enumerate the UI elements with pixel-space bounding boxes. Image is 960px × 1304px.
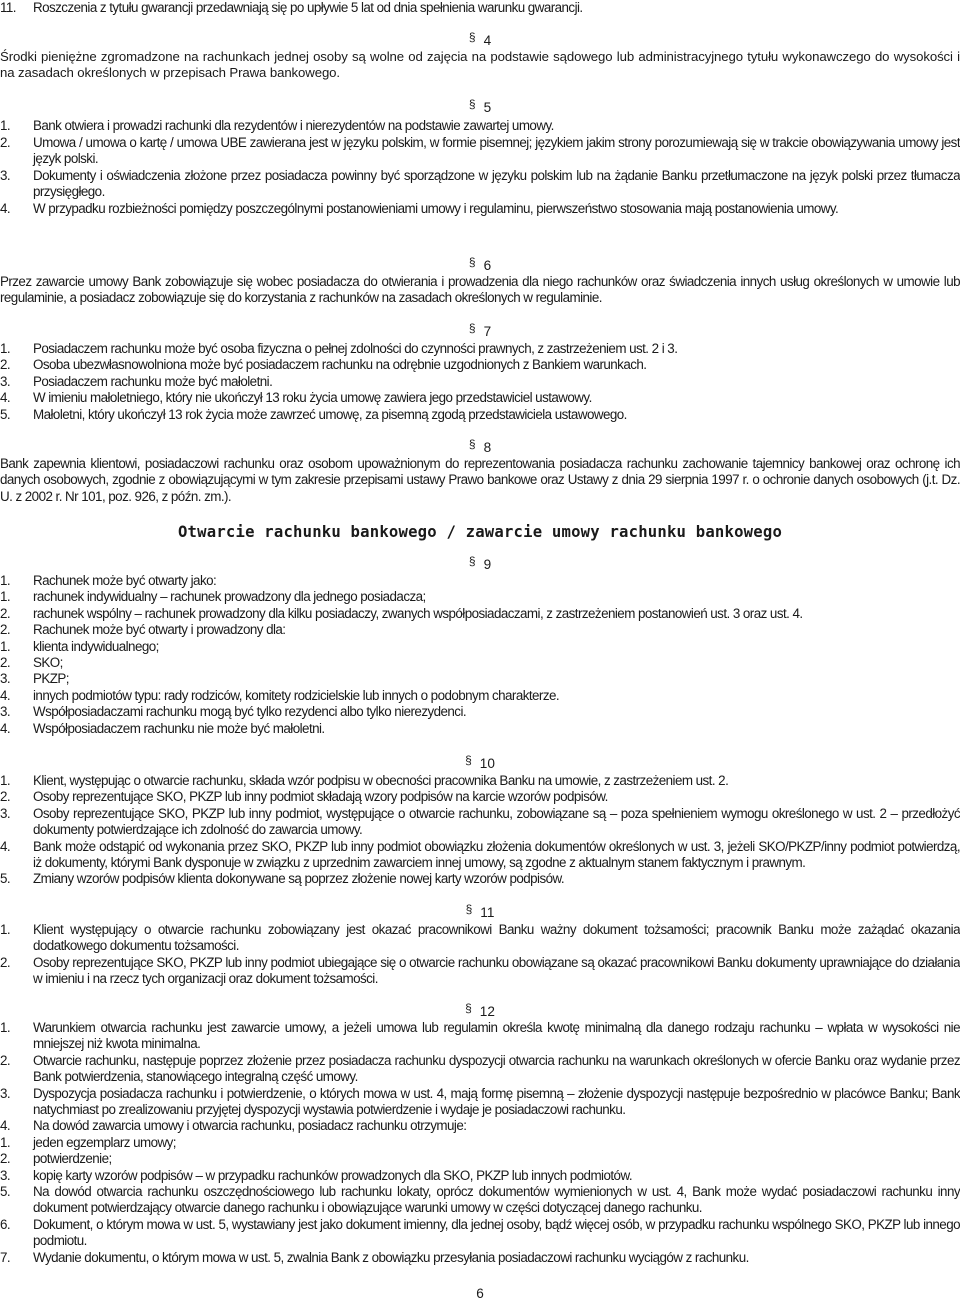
section-heading-10 (0, 753, 960, 772)
section-9-list (0, 573, 960, 737)
page-number: 6 (476, 1286, 484, 1301)
list-item (0, 1135, 960, 1151)
list-item (0, 573, 960, 589)
section-number: 12 (479, 1004, 495, 1019)
list-item (0, 589, 960, 605)
item-text: Otwarcie rachunku, następuje poprzez złożenie przez posiadacza rachunku dyspozycji otwarcia rachunku na warunkach określonych w ofercie Banku oraz wydanie przez Bank potwierdzenia, stanowiącego integralną część umowy. (33, 1052, 960, 1085)
item-text: Warunkiem otwarcia rachunku jest zawarcie umowy, a jeżeli umowa lub regulamin określa kwotę minimalną dla danego rodzaju rachunku – wpłata w wysokości nie mniejszej niż kwota minimalna. (33, 1020, 960, 1052)
item-text: Dokumenty i oświadczenia złożone przez posiadacza powinny być sporządzone w języku polskim lub na żądanie Banku przetłumaczone na język polski przez tłumacza przysięgłego. (33, 167, 960, 200)
list-item (0, 688, 960, 704)
list-item (0, 1086, 960, 1119)
item-number: 2. (0, 954, 11, 970)
item-number: 2. (0, 622, 11, 638)
list-item (0, 1118, 960, 1134)
item-number: 1. (0, 638, 11, 654)
item-text: Osoby reprezentujące SKO, PKZP lub inny podmiot, występujące o otwarcie rachunku, zobowiązane są – poza spełnieniem wymogu określonego w ust. 2 – przedłożyć dokumenty potwierdzające ich zdolność do zawarcia umowy. (33, 805, 960, 838)
item-number: 1. (0, 589, 11, 605)
item-number: 1. (0, 573, 11, 588)
item-number: 1. (0, 773, 11, 788)
item-text: Współposiadaczem rachunku nie może być małoletni. (33, 720, 325, 736)
item-text: Na dowód otwarcia rachunku oszczędnościowego lub rachunku lokaty, oprócz dokumentów wymienionych w ust. 4, Bank może wydać posiadaczowi rachunku inny dokument potwierdzający otwarcie danego rachunku i obowiązujące warunki umowy w części dotyczącej danego rachunku. (33, 1184, 960, 1216)
item-number: 4. (0, 838, 11, 854)
list-item (0, 1250, 960, 1266)
item-11 (0, 0, 960, 16)
item-number: 1. (0, 1134, 11, 1150)
item-number: 1. (0, 118, 11, 133)
item-number: 3. (0, 1167, 11, 1183)
item-text: Bank może odstąpić od wykonania przez SKO, PKZP lub inny podmiot obowiązku złożenia dokumentów określonych w ust. 3, jeżeli SKO/PKZP/inny podmiot potwierdzą, iż dokumenty, którymi Bank dysponuje w związku z uprzednim zawarciem innej umowy, są zgodne z aktualnym stanem faktycznym i prawnym. (33, 838, 960, 871)
section-number: 11 (480, 905, 495, 920)
item-text: klienta indywidualnego; (33, 638, 159, 654)
item-text: Roszczenia z tytułu gwarancji przedawniają się po upływie 5 lat od dnia spełnienia warunku gwarancji. (33, 0, 583, 15)
list-item (0, 704, 960, 720)
list-item (0, 201, 960, 218)
item-text: Zmiany wzorów podpisów klienta dokonywane są poprzez złożenie nowej karty wzorów podpisów. (33, 871, 565, 887)
section-6-paragraph (0, 274, 960, 307)
item-text: Rachunek może być otwarty jako: (33, 573, 217, 588)
item-number: 5. (0, 1184, 11, 1200)
list-item (0, 871, 960, 887)
item-text: Osoby reprezentujące SKO, PKZP lub inny podmiot składają wzory podpisów na karcie wzorów podpisów. (33, 789, 608, 805)
section-symbol: § (468, 30, 476, 44)
item-text: rachunek wspólny – rachunek prowadzony dla kilku posiadaczy, zwanych współposiadaczami, z zastrzeżeniem postanowień ust. 3 oraz ust. 4. (33, 605, 803, 621)
list-item (0, 671, 960, 687)
item-text: Współposiadaczami rachunku mogą być tylko rezydenci albo tylko nierezydenci. (33, 704, 467, 720)
section-number: 7 (483, 324, 492, 339)
item-text: rachunek indywidualny – rachunek prowadzony dla jednego posiadacza; (33, 589, 426, 605)
list-item (0, 955, 960, 988)
section-number: 4 (483, 33, 492, 48)
list-item (0, 135, 960, 168)
section-heading-12 (0, 1001, 960, 1020)
section-symbol: § (468, 321, 476, 335)
item-number: 4. (0, 390, 11, 406)
item-text: potwierdzenie; (33, 1151, 112, 1167)
item-number: 4. (0, 720, 11, 736)
section-7-list (0, 341, 960, 423)
item-number: 5. (0, 406, 11, 422)
item-text: W przypadku rozbieżności pomiędzy poszczególnymi postanowieniami umowy i regulaminu, pierwszeństwo stosowania mają postanowienia umowy. (33, 200, 839, 216)
item-number: 2. (0, 1151, 11, 1167)
item-number: 7. (0, 1249, 11, 1265)
section-heading-7 (0, 321, 960, 340)
item-number: 4. (0, 1118, 11, 1134)
item-number: 5. (0, 871, 11, 887)
list-item (0, 341, 960, 357)
item-text: Dokument, o którym mowa w ust. 5, wystawiany jest jako dokument imienny, dla jednej osoby, bądź więcej osób, w przypadku rachunku wspólnego SKO, PKZP lub innego podmiotu. (33, 1216, 960, 1249)
list-item (0, 1184, 960, 1217)
list-item (0, 639, 960, 655)
item-number: 3. (0, 704, 11, 720)
list-item (0, 721, 960, 737)
item-text: jeden egzemplarz umowy; (33, 1134, 176, 1150)
item-number: 11. (0, 0, 16, 15)
paragraph-text: Przez zawarcie umowy Bank zobowiązuje się wobec posiadacza do otwierania i prowadzenia dla niego rachunków oraz świadczenia innych usług określonych w umowie lub regulaminie, a posiadacz zobowiązuje się do korzystania z rachunków na zasadach określonych w regulaminie. (0, 274, 960, 306)
item-number: 3. (0, 805, 11, 821)
list-item (0, 922, 960, 955)
item-number: 2. (0, 789, 11, 805)
section-symbol: § (468, 554, 476, 568)
list-item (0, 655, 960, 671)
item-number: 3. (0, 167, 11, 183)
section-4-paragraph (0, 49, 960, 82)
item-text: innych podmiotów typu: rady rodziców, komitety rodzicielskie lub innych o podobnym charakterze. (33, 687, 560, 703)
item-text: Umowa / umowa o kartę / umowa UBE zawierana jest w języku polskim, w formie pisemnej; językiem jakim strony porozumiewają się w trakcie obowiązywania umowy jest język polski. (33, 134, 960, 167)
list-item (0, 374, 960, 390)
item-number: 3. (0, 671, 11, 687)
list-item (0, 390, 960, 406)
section-symbol: § (468, 97, 476, 111)
item-number: 6. (0, 1216, 11, 1232)
list-item (0, 839, 960, 872)
item-number: 2. (0, 655, 11, 671)
list-item (0, 1053, 960, 1086)
list-item (0, 1217, 960, 1250)
list-item (0, 789, 960, 805)
item-text: kopię karty wzorów podpisów – w przypadku rachunków prowadzonych dla SKO, PKZP lub innych podmiotów. (33, 1167, 632, 1183)
section-symbol: § (468, 437, 476, 451)
section-heading-5 (0, 97, 960, 116)
item-number: 4. (0, 200, 11, 216)
item-text: Posiadaczem rachunku może być osoba fizyczna o pełnej zdolności do czynności prawnych, z zastrzeżeniem ust. 2 i 3. (33, 341, 678, 356)
section-11-list (0, 922, 960, 988)
item-text: Klient, występując o otwarcie rachunku, składa wzór podpisu w obecności pracownika Banku na umowie, z zastrzeżeniem ust. 2. (33, 773, 729, 788)
section-5-list (0, 118, 960, 218)
list-item (0, 1168, 960, 1184)
list-item (0, 407, 960, 423)
chapter-title: Otwarcie rachunku bankowego / zawarcie umowy rachunku bankowego (177, 523, 783, 541)
section-number: 6 (483, 258, 492, 273)
section-symbol: § (465, 753, 472, 767)
item-number: 1. (0, 922, 11, 937)
item-text: Klient występujący o otwarcie rachunku zobowiązany jest okazać pracownikowi Banku ważny dokument tożsamości; pracownik Banku może zażądać okazania dodatkowego dokumentu tożsamości. (33, 922, 960, 954)
item-text: Osoby reprezentujące SKO, PKZP lub inny podmiot ubiegające się o otwarcie rachunku obowiązane są okazać pracownikowi Banku dokumenty uprawniające do działania w imieniu i na rzecz tych organizacji oraz dokument tożsamości. (33, 954, 960, 987)
section-heading-4 (0, 30, 960, 49)
item-number: 3. (0, 373, 11, 389)
list-item (0, 1020, 960, 1053)
item-text: Rachunek może być otwarty i prowadzony dla: (33, 622, 286, 638)
section-number: 5 (483, 100, 492, 115)
item-number: 3. (0, 1085, 11, 1101)
section-heading-9 (0, 554, 960, 573)
item-number: 4. (0, 687, 11, 703)
list-item (0, 806, 960, 839)
section-12-list (0, 1020, 960, 1266)
item-number: 1. (0, 341, 11, 356)
section-number: 10 (479, 756, 495, 771)
section-symbol: § (468, 255, 476, 269)
list-item (0, 606, 960, 622)
item-text: SKO; (33, 655, 63, 671)
list-item (0, 168, 960, 201)
item-text: Dyspozycja posiadacza rachunku i potwierdzenie, o których mowa w ust. 4, mają formę pisemną – złożenie dyspozycji następuje bezpośrednio w placówce Banku; Bank natychmiast po zrealizowaniu przyjętej dyspozycji wystawia potwierdzenie i wydaje je posiadaczowi rachunku. (33, 1085, 960, 1118)
paragraph-text: Bank zapewnia klientowi, posiadaczowi rachunku oraz osobom upoważnionym do reprezentowania posiadacza rachunku zachowanie tajemnicy bankowej oraz ochronę ich danych osobowych, zgodnie z obowiązującymi w tym zakresie przepisami ustawy Prawo bankowe oraz Ustawy z dnia 29 sierpnia 1997 r. o ochronie danych osobowych (j.t. Dz. U. z 2002 r. Nr 101, poz. 926, z późn. zm.). (0, 456, 960, 504)
item-text: Posiadaczem rachunku może być małoletni. (33, 373, 273, 389)
list-item (0, 773, 960, 789)
item-number: 2. (0, 1052, 11, 1068)
item-text: Osoba ubezwłasnowolniona może być posiadaczem rachunku na odrębnie uzgodnionych z Bankiem warunkach. (33, 357, 647, 373)
section-heading-8 (0, 437, 960, 456)
list-item (0, 622, 960, 638)
item-text: Wydanie dokumentu, o którym mowa w ust. 5, zwalnia Bank z obowiązku przesyłania posiadaczowi rachunku wyciągów z rachunku. (33, 1249, 749, 1265)
section-symbol: § (465, 902, 473, 916)
section-heading-6 (0, 255, 960, 274)
section-symbol: § (465, 1001, 472, 1015)
section-8-paragraph (0, 456, 960, 505)
item-number: 2. (0, 134, 11, 150)
item-text: W imieniu małoletniego, który nie ukończył 13 roku życia umowę zawiera jego przedstawiciel ustawowy. (33, 390, 592, 406)
paragraph-text: Środki pieniężne zgromadzone na rachunkach jednej osoby są wolne od zajęcia na podstawie sądowego lub administracyjnego tytułu wykonawczego do wysokości i na zasadach określonych w przepisach Prawa bankowego. (0, 49, 960, 81)
section-heading-11 (0, 902, 960, 921)
item-number: 2. (0, 605, 11, 621)
list-item (0, 118, 960, 135)
item-number: 2. (0, 357, 11, 373)
item-number: 1. (0, 1020, 11, 1035)
item-text: Na dowód zawarcia umowy i otwarcia rachunku, posiadacz rachunku otrzymuje: (33, 1118, 467, 1134)
list-item (0, 1151, 960, 1167)
section-10-list (0, 773, 960, 888)
item-text: Bank otwiera i prowadzi rachunki dla rezydentów i nierezydentów na podstawie zawartej umowy. (33, 118, 554, 133)
section-number: 8 (483, 440, 492, 455)
section-number: 9 (483, 557, 492, 572)
item-text: PKZP; (33, 671, 69, 687)
list-item (0, 357, 960, 373)
item-text: Małoletni, który ukończył 13 rok życia może zawrzeć umowę, za pisemną zgodą przedstawiciela ustawowego. (33, 406, 627, 422)
